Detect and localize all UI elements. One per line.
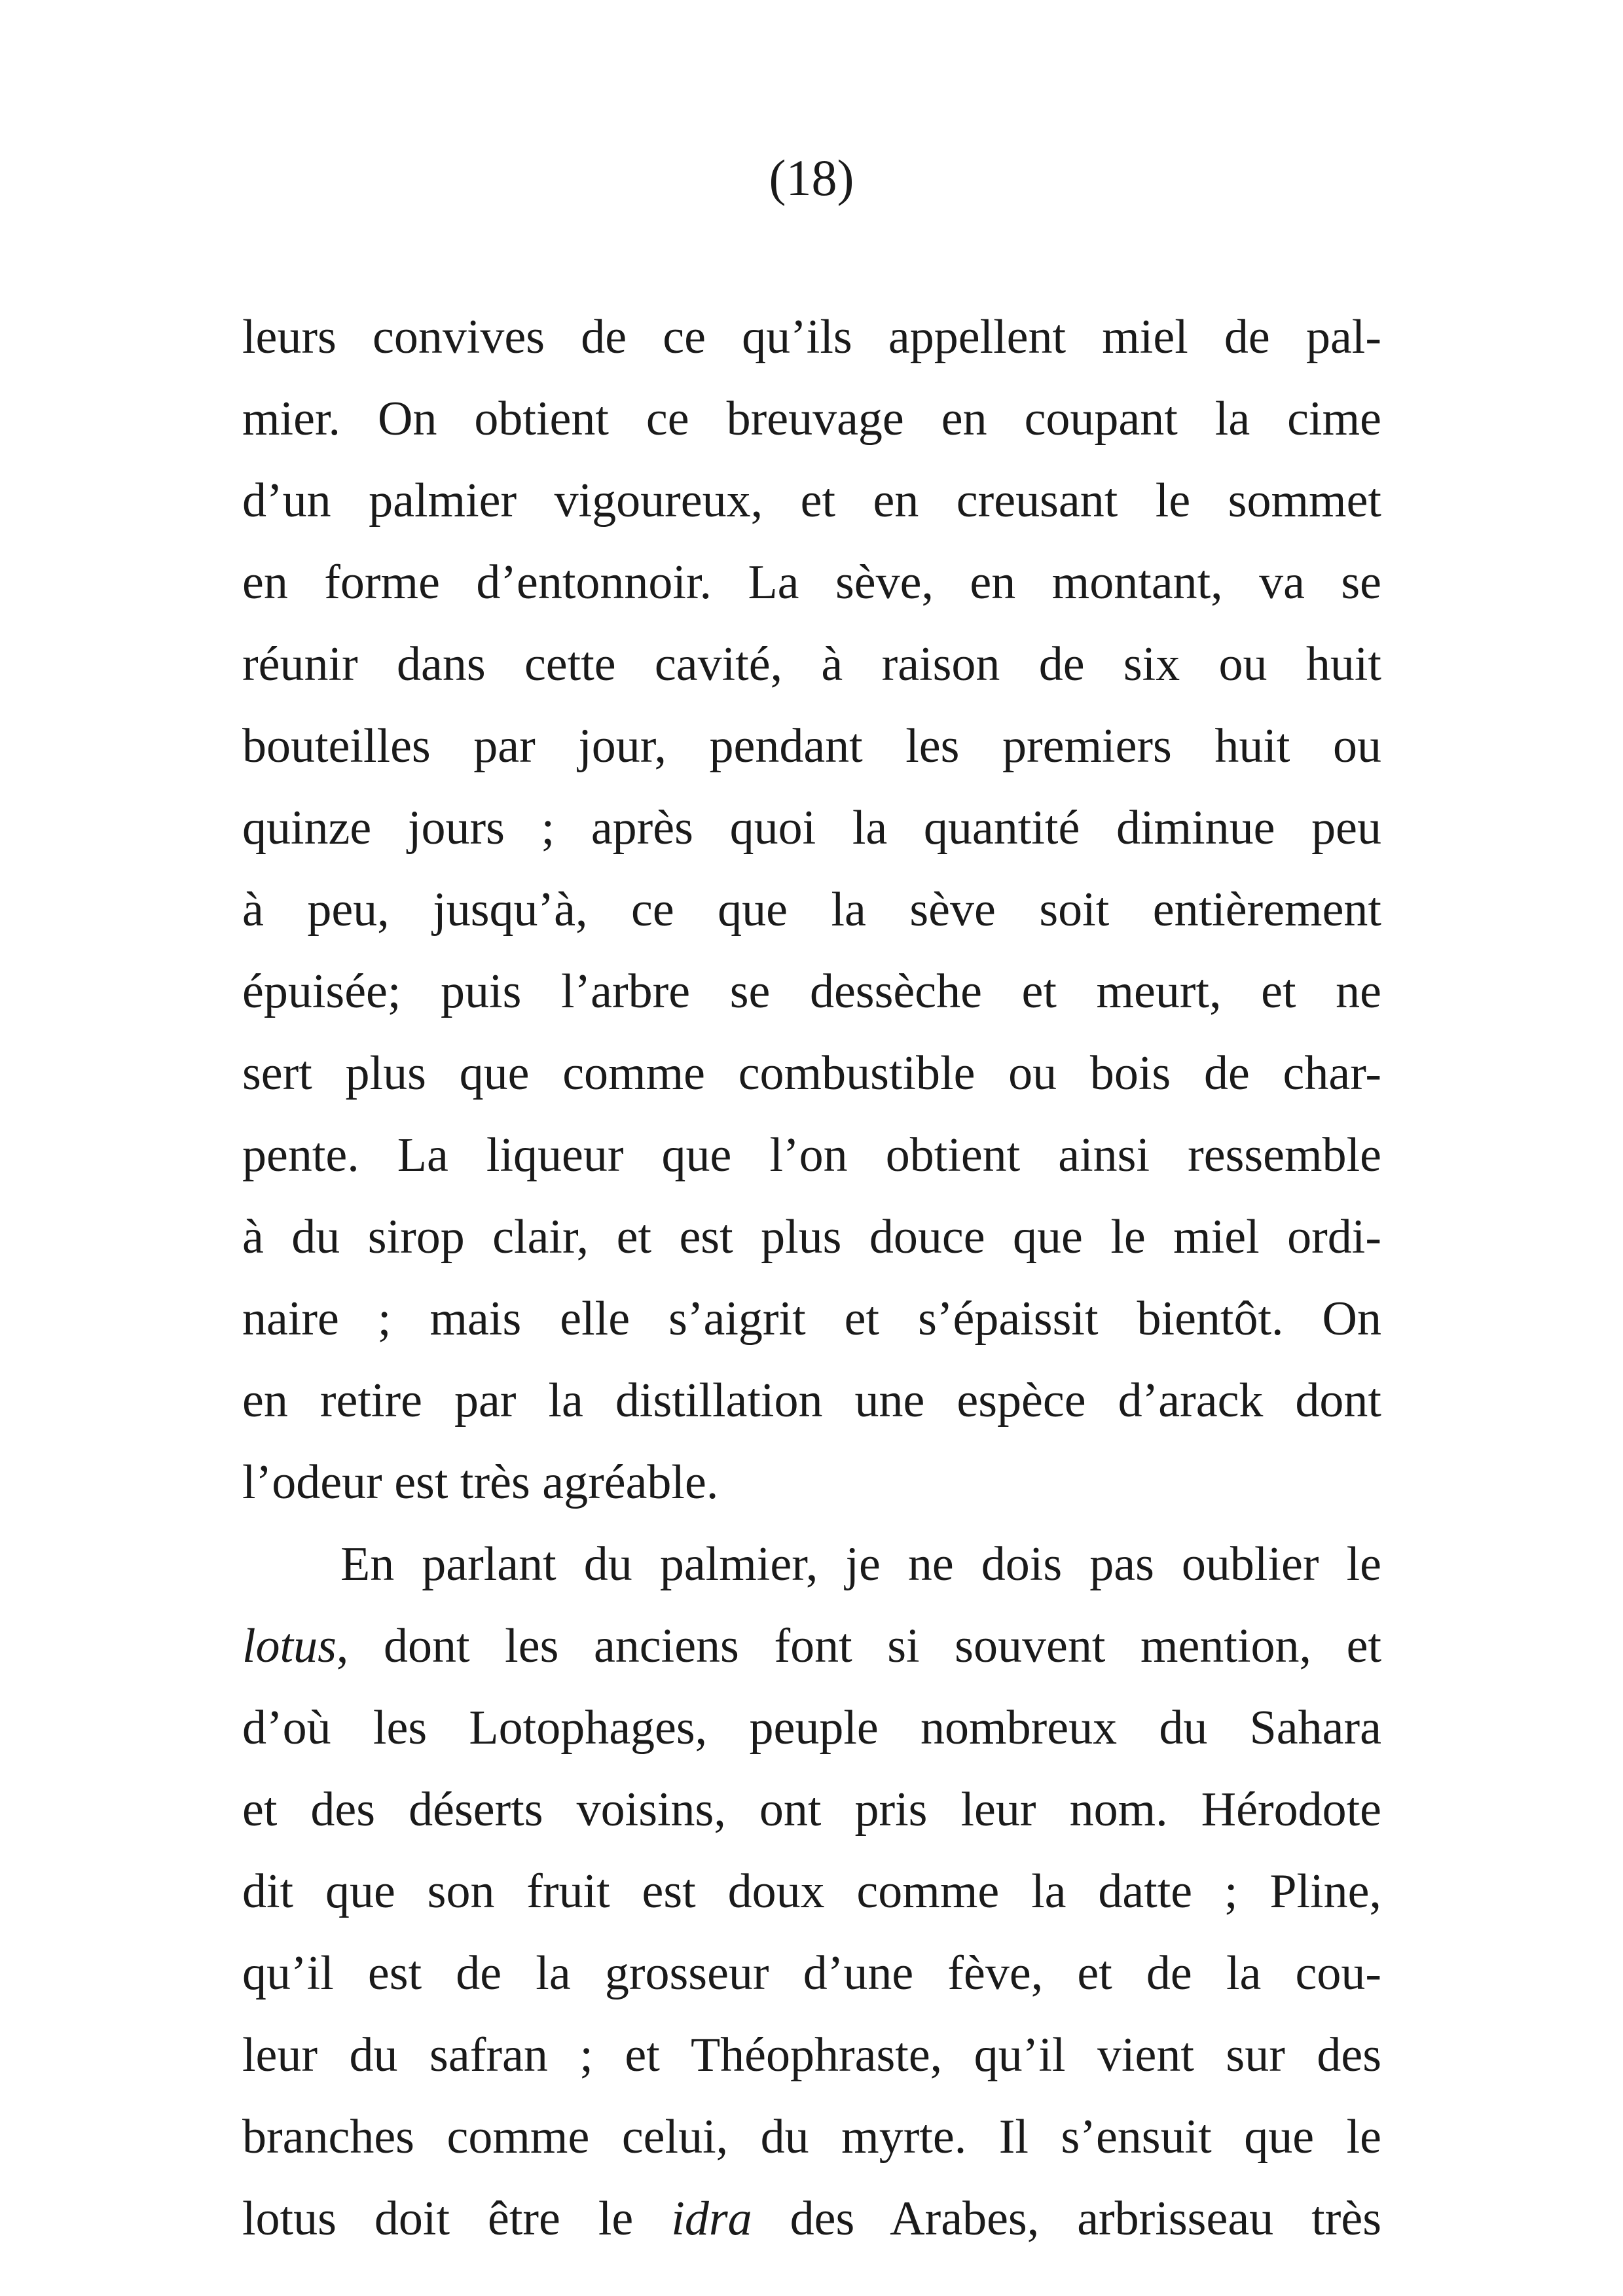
text-line: quinze jours ; après quoi la quantité diminue peu xyxy=(242,801,1381,855)
text-line: mier. On obtient ce breuvage en coupant la cime xyxy=(242,392,1381,446)
text-line: en forme d’entonnoir. La sève, en montant, va se xyxy=(242,556,1381,609)
text-line: à du sirop clair, et est plus douce que le miel ordi- xyxy=(242,1210,1381,1264)
text-segment: , dont les anciens font si souvent mention, et xyxy=(336,1619,1381,1673)
text-line: pente. La liqueur que l’on obtient ainsi ressemble xyxy=(242,1128,1381,1182)
text-line: sert plus que comme combustible ou bois de char- xyxy=(242,1047,1381,1100)
text-line: dit que son fruit est doux comme la datte ; Pline, xyxy=(242,1865,1381,1918)
text-line: d’où les Lotophages, peuple nombreux du Sahara xyxy=(242,1701,1381,1755)
text-line: leurs convives de ce qu’ils appellent miel de pal- xyxy=(242,310,1381,364)
body-text xyxy=(242,296,1381,2260)
text-line: réunir dans cette cavité, à raison de six ou huit xyxy=(242,637,1381,691)
italic-term: idra xyxy=(671,2192,752,2246)
text-segment: lotus doit être le xyxy=(242,2192,672,2246)
text-line: épuisée; puis l’arbre se dessèche et meurt, et ne xyxy=(242,965,1381,1018)
text-line: l’odeur est très agréable. xyxy=(242,1456,719,1509)
text-line: d’un palmier vigoureux, et en creusant le sommet xyxy=(242,474,1381,528)
text-line xyxy=(242,1605,1381,1687)
text-line: à peu, jusqu’à, ce que la sève soit entièrement xyxy=(242,883,1381,937)
text-line xyxy=(242,2178,1381,2260)
text-segment: des Arabes, arbrisseau très xyxy=(752,2192,1381,2246)
paragraph xyxy=(242,1524,1381,2260)
paragraph xyxy=(242,296,1381,1524)
text-line: qu’il est de la grosseur d’une fève, et de la cou- xyxy=(242,1946,1381,2000)
italic-term: lotus xyxy=(242,1619,337,1673)
text-line: leur du safran ; et Théophraste, qu’il vient sur des xyxy=(242,2028,1381,2082)
text-line: En parlant du palmier, je ne dois pas oublier le xyxy=(340,1537,1381,1591)
text-line: en retire par la distillation une espèce d’arack dont xyxy=(242,1374,1381,1427)
page-number: (18) xyxy=(769,149,854,206)
text-line: bouteilles par jour, pendant les premiers huit ou xyxy=(242,719,1381,773)
text-line: branches comme celui, du myrte. Il s’ensuit que le xyxy=(242,2110,1381,2164)
text-line: et des déserts voisins, ont pris leur nom. Hérodote xyxy=(242,1783,1381,1837)
text-line: naire ; mais elle s’aigrit et s’épaissit bientôt. On xyxy=(242,1292,1381,1346)
